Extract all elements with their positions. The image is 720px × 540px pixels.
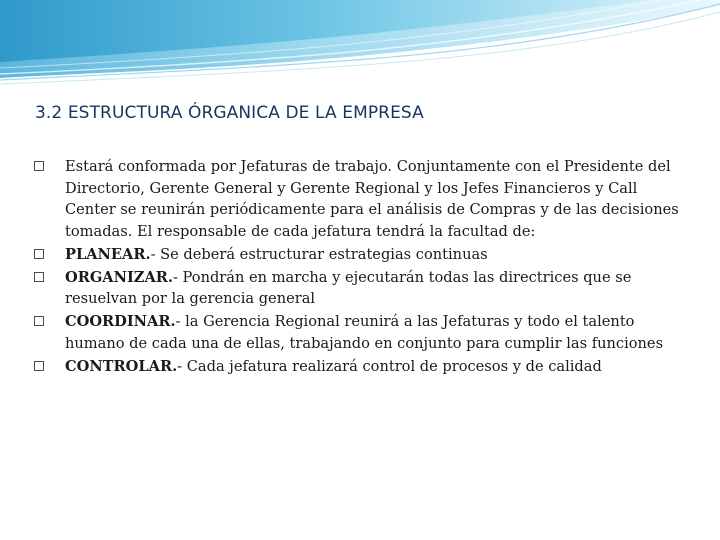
list-item	[34, 311, 679, 354]
bullet-term: CONTROLAR.	[65, 357, 178, 375]
list-item	[34, 356, 679, 378]
list-item	[34, 244, 679, 266]
square-bullet-icon	[34, 249, 44, 259]
bullet-term: COORDINAR.	[65, 313, 176, 331]
list-item	[34, 267, 679, 310]
bullet-text: - Cada jefatura realizará control de procesos y de calidad	[177, 357, 602, 375]
square-bullet-icon	[34, 272, 44, 282]
bullet-term: PLANEAR.	[65, 245, 151, 263]
bullet-text: - Pondrán en marcha y ejecutarán todas las directrices que se resuelvan por la gerencia general	[65, 268, 632, 308]
square-bullet-icon	[34, 361, 44, 371]
header-wave-decoration	[0, 0, 720, 90]
bullet-text: - la Gerencia Regional reunirá a las Jefaturas y todo el talento humano de cada una de ellas, trabajando en conjunto para cumplir las funciones	[65, 313, 664, 352]
list-item	[34, 156, 679, 242]
bullet-list	[34, 156, 679, 379]
square-bullet-icon	[34, 161, 44, 171]
square-bullet-icon	[34, 316, 44, 326]
bullet-text: - Se deberá estructurar estrategias continuas	[150, 245, 488, 263]
bullet-text: Estará conformada por Jefaturas de trabajo. Conjuntamente con el Presidente del Directorio, Gerente General y Gerente Regional y los Jefes Financieros y Call Center se reunirán periódicamente para el análisis de Compras y de las decisiones tomadas. El responsable de cada jefatura tendrá la facultad de:	[65, 158, 679, 240]
slide-title: 3.2 ESTRUCTURA ÓRGANICA DE LA EMPRESA	[35, 103, 424, 123]
bullet-term: ORGANIZAR.	[65, 268, 173, 286]
